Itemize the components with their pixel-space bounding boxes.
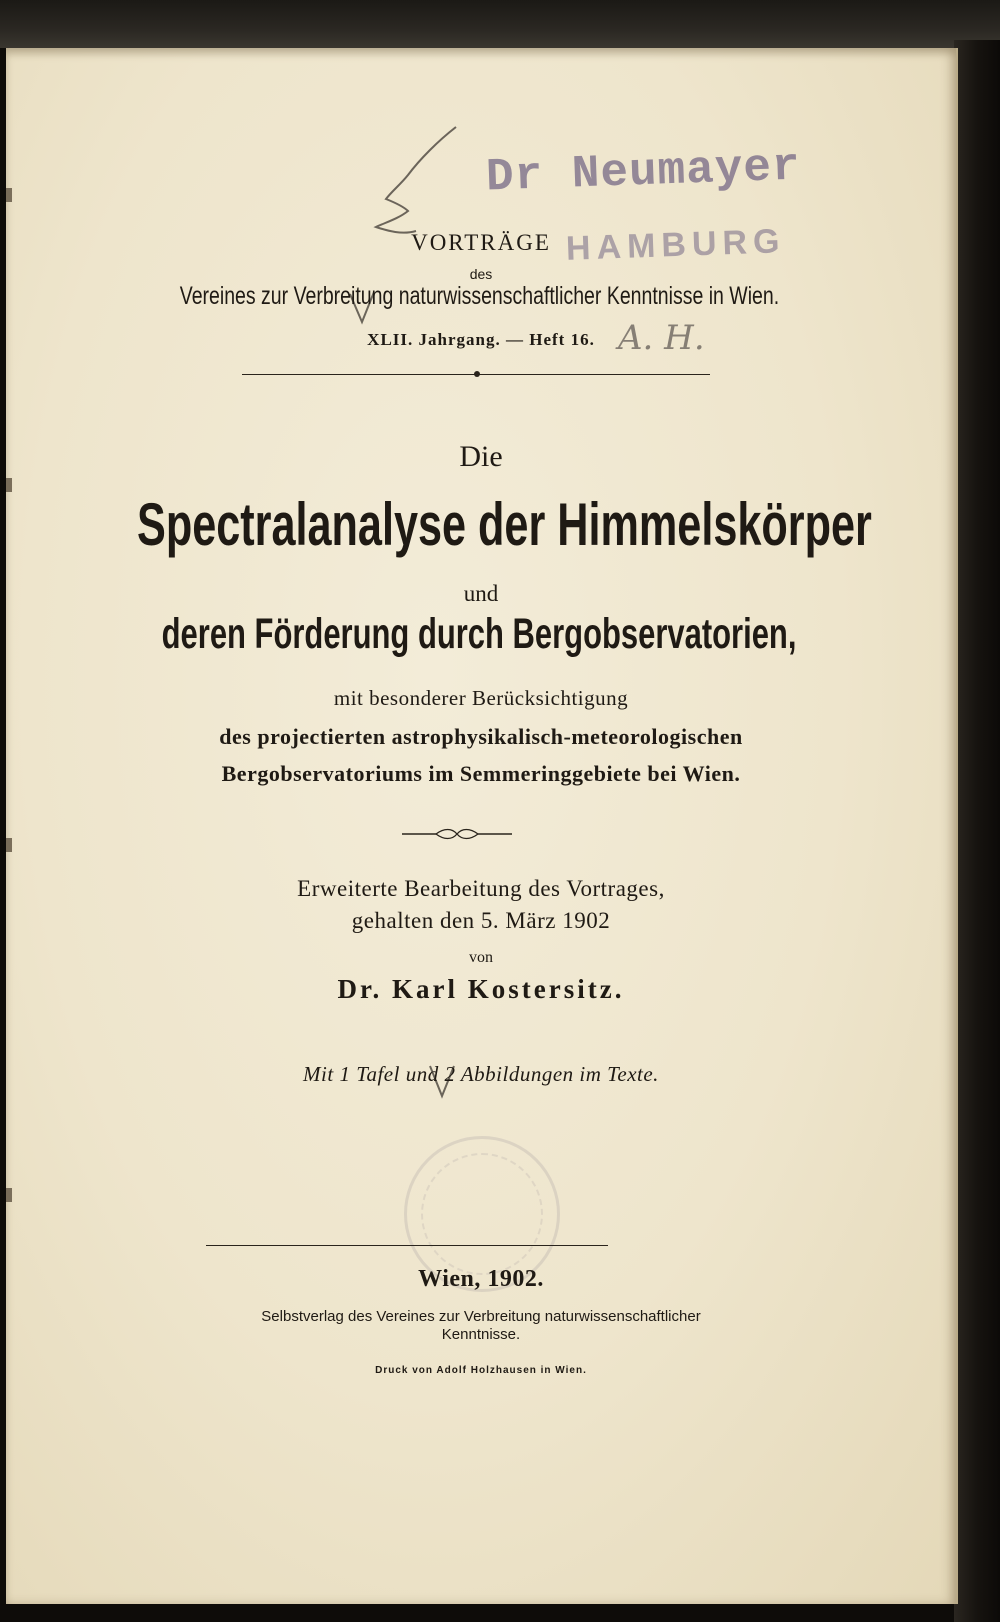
series-title: VORTRÄGE xyxy=(411,230,551,255)
title-page xyxy=(6,48,958,1604)
subtitle: deren Förderung durch Bergobservatorien, xyxy=(161,610,797,658)
book-binding-top xyxy=(0,0,1000,48)
book-binding-right xyxy=(954,40,1000,1622)
edition-line-2: gehalten den 5. März 1902 xyxy=(351,908,611,933)
publisher-line-2: Kenntnisse. xyxy=(441,1326,521,1343)
header-divider xyxy=(242,374,710,375)
issue-info: XLII. Jahrgang. — Heft 16. xyxy=(367,330,595,349)
pencil-note-text: A. H. xyxy=(618,318,705,358)
consideration-intro: mit besonderer Berücksichtigung xyxy=(333,686,629,710)
printer-line: Druck von Adolf Holzhausen in Wien. xyxy=(375,1365,587,1376)
footer-divider xyxy=(206,1245,608,1246)
society-name: Vereines zur Verbreitung naturwissenschaftlicher Kenntnisse in Wien. xyxy=(179,282,780,310)
margin-mark xyxy=(6,838,12,852)
by-label: von xyxy=(469,949,493,966)
pencil-note xyxy=(618,318,705,358)
pencil-scribble-mark xyxy=(368,123,468,238)
main-title: Spectralanalyse der Himmelskörper xyxy=(137,491,872,558)
publisher-line-1: Selbstverlag des Vereines zur Verbreitung naturwissenschaftlicher xyxy=(261,1308,701,1325)
library-stamp-city: HAMBURG xyxy=(565,222,787,268)
library-stamp-name: Dr Neumayer xyxy=(485,140,802,204)
place-year: Wien, 1902. xyxy=(418,1266,544,1292)
title-article: Die xyxy=(459,440,503,473)
margin-mark xyxy=(6,478,12,492)
margin-mark xyxy=(6,188,12,202)
edition-line-1: Erweiterte Bearbeitung des Vortrages, xyxy=(297,876,665,901)
title-conjunction: und xyxy=(463,581,499,606)
margin-mark xyxy=(6,1188,12,1202)
consideration-line-1: des projectierten astrophysikalisch-meteorologischen xyxy=(219,724,743,749)
plates-note: Mit 1 Tafel und 2 Abbildungen im Texte. xyxy=(303,1062,659,1086)
series-des: des xyxy=(469,266,493,282)
ornament-divider xyxy=(402,826,512,842)
consideration-line-2: Bergobservatoriums im Semmeringgebiete bei Wien. xyxy=(221,761,741,786)
author-name: Dr. Karl Kostersitz. xyxy=(337,974,625,1004)
